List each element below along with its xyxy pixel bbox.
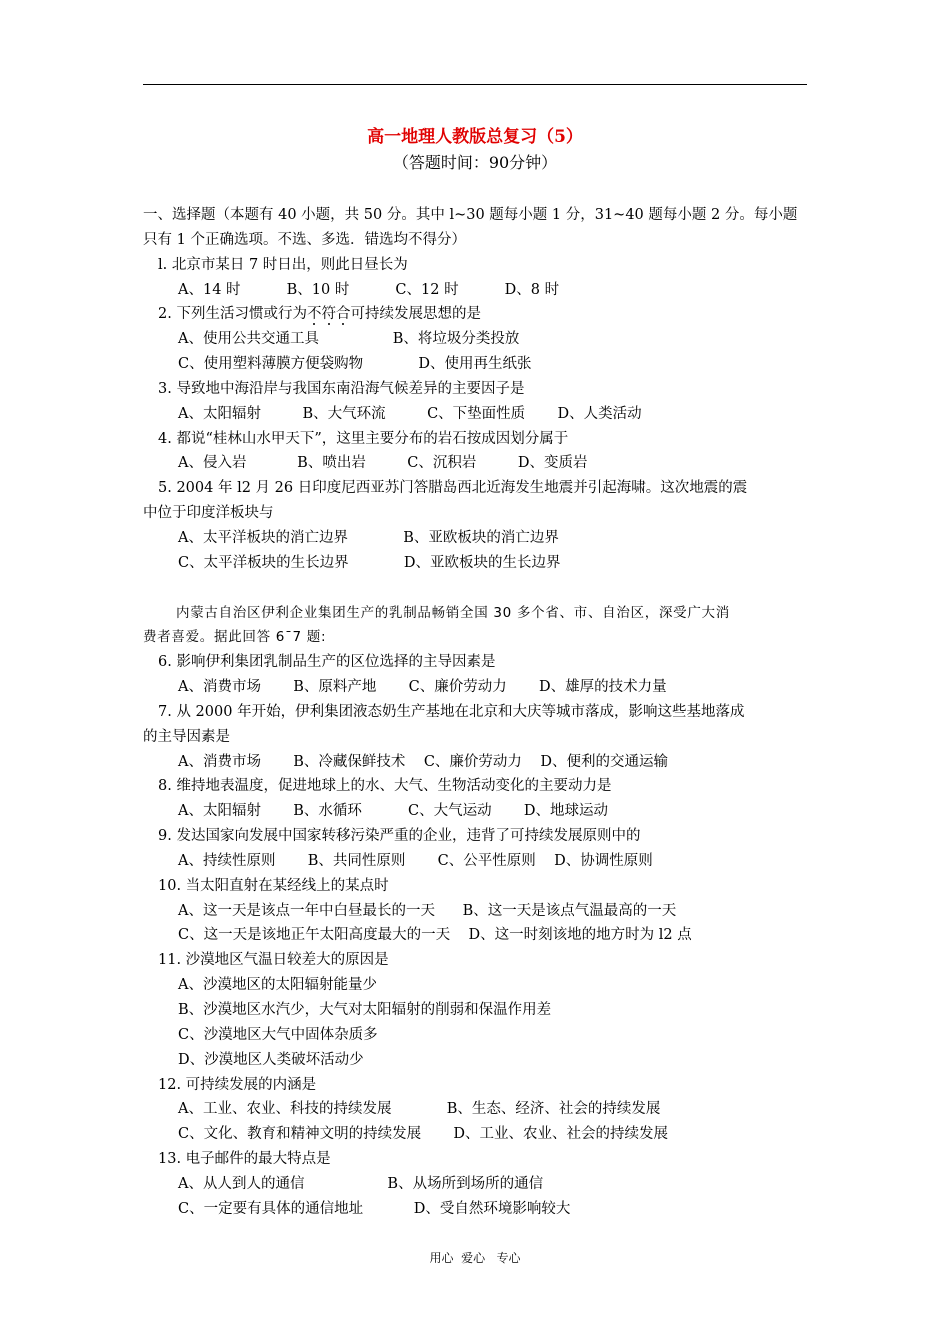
question-stem-continued: 的主导因素是 <box>143 728 230 745</box>
question-options: B、沙漠地区水汽少，大气对太阳辐射的削弱和保温作用差 <box>178 1002 552 1018</box>
reading-passage: 费者喜爱。据此回答 6¯7 题: <box>143 629 327 646</box>
reading-passage: 内蒙古自治区伊利企业集团生产的乳制品畅销全国 30 多个省、市、自治区，深受广大消 <box>176 604 730 621</box>
question-options: A、工业、农业、科技的持续发展 B、生态、经济、社会的持续发展 <box>178 1101 661 1118</box>
question-options: A、这一天是该点一年中白昼最长的一天 B、这一天是该点气温最高的一天 <box>178 902 677 919</box>
page-subtitle: （答题时间：90分钟） <box>392 153 558 172</box>
question-options: C、一定要有具体的通信地址 D、受自然环境影响较大 <box>178 1200 571 1217</box>
question-options: A、太阳辐射 B、水循环 C、大气运动 D、地球运动 <box>178 803 608 820</box>
question-options: A、使用公共交通工具 B、将垃圾分类投放 <box>178 331 520 348</box>
question-options: A、太平洋板块的消亡边界 B、亚欧板块的消亡边界 <box>178 529 559 546</box>
question-stem: 5. 2004 年 l2 月 26 日印度尼西亚苏门答腊岛西北近海发生地震并引起海啸。这次地震的震 <box>158 480 748 497</box>
question-stem: 4. 都说“桂林山水甲天下”，这里主要分布的岩石按成因划分属于 <box>158 430 569 447</box>
question-options: C、这一天是该地正午太阳高度最大的一天 D、这一时刻该地的地方时为 l2 点 <box>178 927 692 944</box>
question-stem: 12. 可持续发展的内涵是 <box>158 1076 317 1093</box>
question-stem: 13. 电子邮件的最大特点是 <box>158 1151 331 1168</box>
question-options: C、使用塑料薄膜方便袋购物 D、使用再生纸张 <box>178 356 532 373</box>
question-options: C、太平洋板块的生长边界 D、亚欧板块的生长边界 <box>178 554 561 571</box>
header-rule <box>143 84 807 85</box>
question-stem: 6. 影响伊利集团乳制品生产的区位选择的主导因素是 <box>158 654 496 671</box>
question-options: A、14 时 B、10 时 C、12 时 D、8 时 <box>178 281 560 298</box>
question-options: A、持续性原则 B、共同性原则 C、公平性原则 D、协调性原则 <box>178 852 653 869</box>
question-options: A、沙漠地区的太阳辐射能量少 <box>178 977 377 994</box>
question-options: C、文化、教育和精神文明的持续发展 D、工业、农业、社会的持续发展 <box>178 1126 668 1143</box>
question-options: A、从人到人的通信 B、从场所到场所的通信 <box>178 1175 544 1192</box>
question-options: C、沙漠地区大气中固体杂质多 <box>178 1026 378 1043</box>
instructions-line: 一、选择题（本题有 40 小题，共 50 分。其中 l~30 题每小题 1 分，31~40 题每小题 2 分。每小题 <box>143 207 798 223</box>
page-footer: 用心 爱心 专心 <box>429 1251 521 1265</box>
instructions-line: 只有 1 个正确选项。不选、多选．错选均不得分） <box>143 231 466 248</box>
question-stem: 10. 当太阳直射在某经线上的某点时 <box>158 877 389 894</box>
question-stem: 11. 沙漠地区气温日较差大的原因是 <box>158 952 389 969</box>
question-stem: 8. 维持地表温度，促进地球上的水、大气、生物活动变化的主要动力是 <box>158 778 612 795</box>
question-options: D、沙漠地区人类破坏活动少 <box>178 1051 364 1068</box>
question-stem: 3. 导致地中海沿岸与我国东南沿海气候差异的主要因子是 <box>158 380 525 397</box>
question-stem: l. 北京市某日 7 时日出，则此日昼长为 <box>158 256 408 273</box>
page-title: 高一地理人教版总复习（5） <box>367 127 583 147</box>
question-options: A、消费市场 B、冷藏保鲜技术 C、廉价劳动力 D、便利的交通运输 <box>178 753 668 770</box>
question-stem-continued: 中位于印度洋板块与 <box>143 505 274 522</box>
question-stem: 2. 下列生活习惯或行为不符合可持续发展思想的是 <box>158 306 481 323</box>
question-stem: 9. 发达国家向发展中国家转移污染严重的企业，违背了可持续发展原则中的 <box>158 828 641 845</box>
question-options: A、太阳辐射 B、大气环流 C、下垫面性质 D、人类活动 <box>178 405 642 422</box>
question-options: A、消费市场 B、原料产地 C、廉价劳动力 D、雄厚的技术力量 <box>178 679 667 696</box>
question-stem: 7. 从 2000 年开始，伊利集团液态奶生产基地在北京和大庆等城市落成，影响这些基地落成 <box>158 703 745 720</box>
exam-content <box>143 203 811 1222</box>
question-options: A、侵入岩 B、喷出岩 C、沉积岩 D、变质岩 <box>178 455 588 472</box>
